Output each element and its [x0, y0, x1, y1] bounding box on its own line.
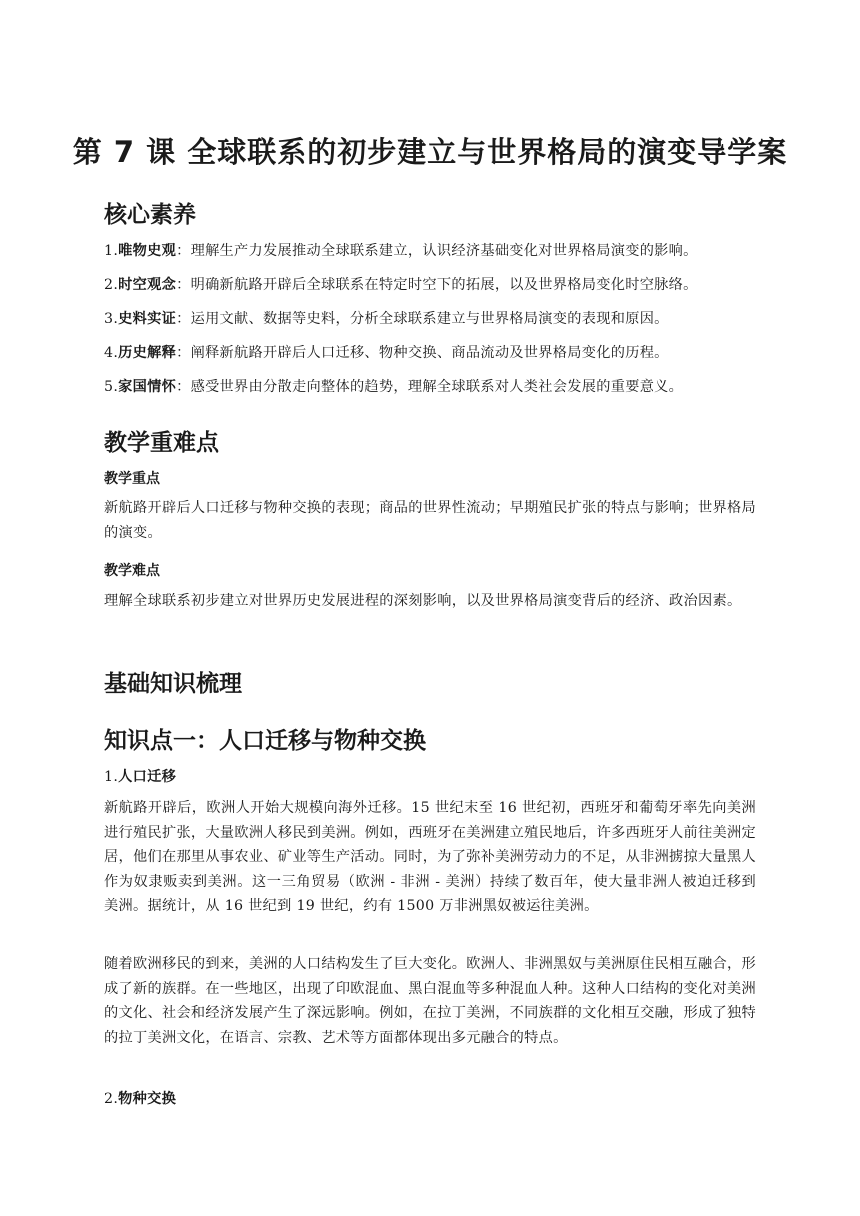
sub2-heading: [104, 1088, 764, 1108]
sub1-heading: [104, 766, 764, 786]
core-item-3: [104, 308, 764, 328]
core-item-text: ：感受世界由分散走向整体的趋势，理解全球联系对人类社会发展的重要意义。: [176, 379, 684, 395]
core-item-text: ：明确新航路开辟后全球联系在特定时空下的拓展，以及世界格局变化时空脉络。: [176, 277, 698, 293]
difficulty-label: 教学难点: [104, 563, 160, 579]
core-item-label: 历史解释: [118, 345, 177, 361]
core-item-text: ：理解生产力发展推动全球联系建立，认识经济基础变化对世界格局演变的影响。: [176, 243, 698, 259]
key-heading: 教学重难点: [104, 430, 219, 456]
core-item-5: [104, 376, 764, 396]
sub1-num: 1.: [104, 769, 119, 785]
core-item-label: 家国情怀: [118, 379, 177, 395]
core-item-2: [104, 274, 764, 294]
core-item-num: 2.: [104, 277, 119, 293]
core-item-num: 4.: [104, 345, 119, 361]
core-item-num: 5.: [104, 379, 119, 395]
page-title: 第 7 课 全球联系的初步建立与世界格局的演变导学案: [72, 135, 788, 169]
difficulty-text: 理解全球联系初步建立对世界历史发展进程的深刻影响，以及世界格局演变背后的经济、政治因素。: [104, 593, 742, 609]
focus-text: 新航路开辟后人口迁移与物种交换的表现；商品的世界性流动；早期殖民扩张的特点与影响；世界格局的演变。: [104, 500, 756, 541]
core-item-label: 时空观念: [118, 277, 177, 293]
core-item-num: 3.: [104, 311, 119, 327]
sub2-label: 物种交换: [118, 1091, 177, 1107]
core-item-label: 唯物史观: [118, 243, 177, 259]
core-item-text: ：阐释新航路开辟后人口迁移、物种交换、商品流动及世界格局变化的历程。: [176, 345, 669, 361]
point1-heading: 知识点一：人口迁移与物种交换: [104, 728, 426, 754]
sub2-num: 2.: [104, 1091, 119, 1107]
core-heading: 核心素养: [104, 202, 196, 228]
sub1-label: 人口迁移: [118, 769, 177, 785]
core-item-4: [104, 342, 764, 362]
para-population-structure: 随着欧洲移民的到来，美洲的人口结构发生了巨大变化。欧洲人、非洲黑奴与美洲原住民相互融合，形成了新的族群。在一些地区，出现了印欧混血、黑白混血等多种混血人种。这种人口结构的变化对美洲的文化、社会和经济发展产生了深远影响。例如，在拉丁美洲，不同族群的文化相互交融，形成了独特的拉丁美洲文化，在语言、宗教、艺术等方面都体现出多元融合的特点。: [104, 956, 756, 1046]
basics-heading: 基础知识梳理: [104, 671, 242, 697]
para-migration: 新航路开辟后，欧洲人开始大规模向海外迁移。15 世纪末至 16 世纪初，西班牙和葡萄牙率先向美洲进行殖民扩张，大量欧洲人移民到美洲。例如，西班牙在美洲建立殖民地后，许多西班牙人前往美洲定居，他们在那里从事农业、矿业等生产活动。同时，为了弥补美洲劳动力的不足，从非洲掳掠大量黑人作为奴隶贩卖到美洲。这一三角贸易（欧洲 - 非洲 - 美洲）持续了数百年，使大量非洲人被迫迁移到美洲。据统计，从 16 世纪到 19 世纪，约有 1500 万非洲黑奴被运往美洲。: [104, 800, 756, 914]
focus-label: 教学重点: [104, 471, 160, 487]
core-item-num: 1.: [104, 243, 119, 259]
core-item-text: ：运用文献、数据等史料，分析全球联系建立与世界格局演变的表现和原因。: [176, 311, 669, 327]
core-item-1: [104, 240, 764, 260]
core-item-label: 史料实证: [118, 311, 177, 327]
